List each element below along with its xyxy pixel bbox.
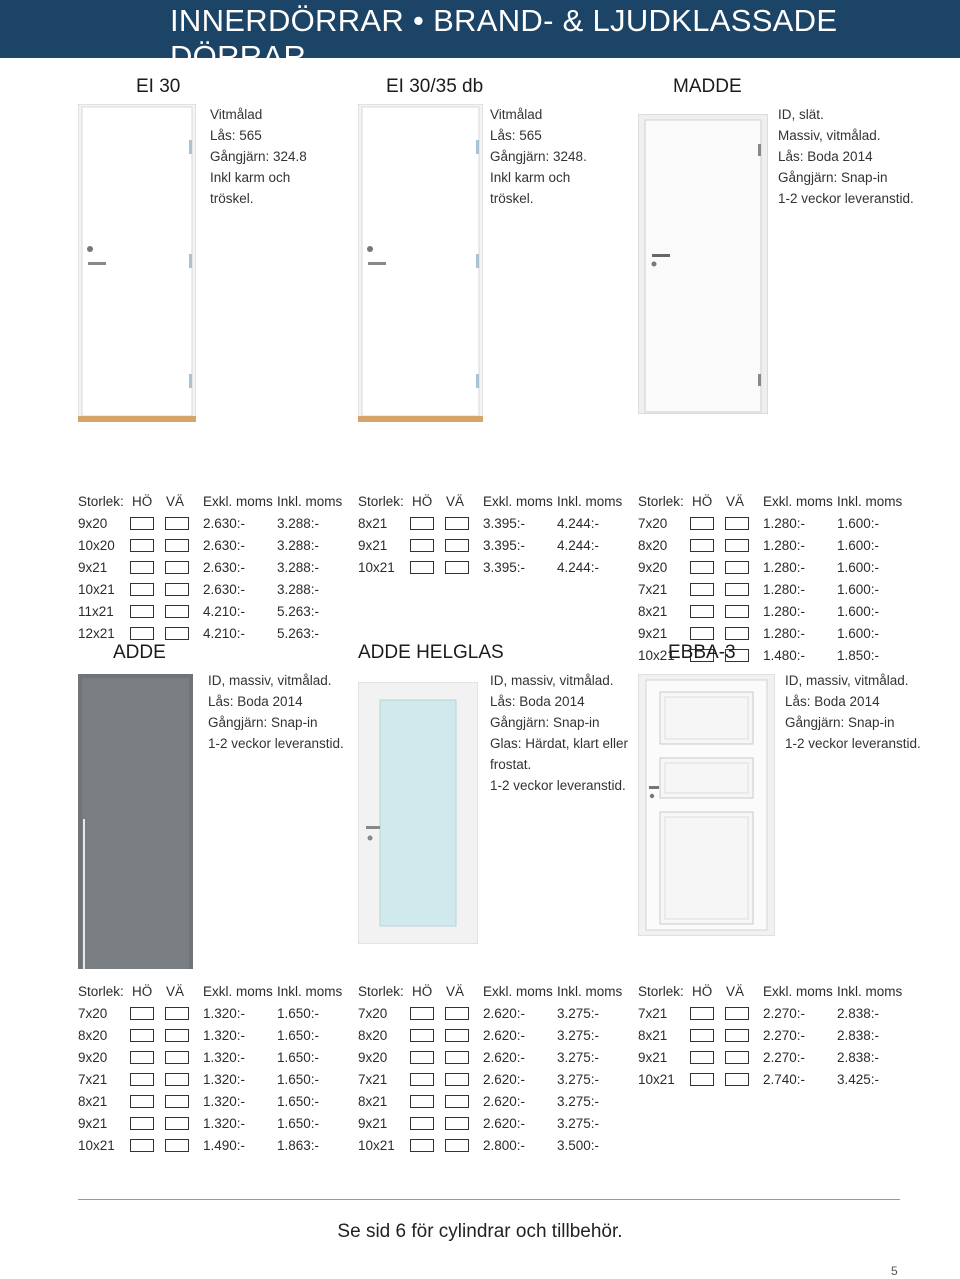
footer-divider [78,1199,900,1200]
col-inkl-moms: Inkl. moms [837,984,903,999]
price-exkl-cell: 2.630:- [203,538,246,553]
hinge-icon [476,254,479,268]
description-line: Lås: Boda 2014 [785,694,880,709]
price-inkl-cell: 4.244:- [557,538,600,553]
page-number: 5 [891,1264,898,1278]
va-checkbox[interactable] [445,561,469,574]
description-line: ID, massiv, vitmålad. [785,673,909,688]
size-cell: 9x21 [78,560,108,575]
size-cell: 12x21 [78,626,115,641]
col-ho: HÖ [692,984,713,999]
price-inkl-cell: 1.600:- [837,516,880,531]
door-image [358,104,483,427]
price-inkl-cell: 1.600:- [837,604,880,619]
product-4 [358,642,628,1182]
handle-icon [88,262,106,265]
size-cell: 10x21 [358,1138,395,1153]
product-title: ADDE [113,642,166,663]
ho-checkbox[interactable] [410,1051,434,1064]
hinge-icon [189,374,192,388]
ho-checkbox[interactable] [130,517,154,530]
va-checkbox[interactable] [725,1029,749,1042]
col-exkl-moms: Exkl. moms [763,494,833,509]
size-cell: 9x21 [78,1116,108,1131]
va-checkbox[interactable] [165,605,189,618]
size-cell: 7x21 [358,1072,388,1087]
door-image [638,674,775,941]
hinge-icon [476,374,479,388]
ho-checkbox[interactable] [690,1073,714,1086]
size-cell: 8x20 [638,538,668,553]
description-line: tröskel. [490,191,534,206]
ho-checkbox[interactable] [410,561,434,574]
price-exkl-cell: 2.740:- [763,1072,806,1087]
price-exkl-cell: 1.280:- [763,604,806,619]
door-raised-panel [660,812,753,924]
description-line: Lås: Boda 2014 [208,694,303,709]
price-exkl-cell: 2.620:- [483,1116,526,1131]
handle-icon [83,819,85,969]
page-banner [0,0,960,74]
va-checkbox[interactable] [165,583,189,596]
price-exkl-cell: 2.630:- [203,560,246,575]
size-cell: 7x20 [78,1006,108,1021]
size-cell: 10x21 [78,1138,115,1153]
size-cell: 11x21 [78,604,114,619]
col-storlek: Storlek: [358,494,404,509]
description-line: ID, slät. [778,107,824,122]
lock-icon [652,262,657,267]
va-checkbox[interactable] [445,1117,469,1130]
ho-checkbox[interactable] [690,583,714,596]
door-raised-panel [660,758,753,798]
ho-checkbox[interactable] [130,539,154,552]
col-inkl-moms: Inkl. moms [837,494,903,509]
size-cell: 7x20 [358,1006,388,1021]
price-exkl-cell: 2.800:- [483,1138,526,1153]
lock-icon [87,246,93,252]
ho-checkbox[interactable] [690,605,714,618]
size-cell: 9x20 [78,516,108,531]
va-checkbox[interactable] [165,1007,189,1020]
product-title: ADDE HELGLAS [358,642,504,663]
price-exkl-cell: 1.280:- [763,560,806,575]
price-inkl-cell: 3.288:- [277,516,320,531]
price-inkl-cell: 4.244:- [557,560,600,575]
ho-checkbox[interactable] [130,1117,154,1130]
door-image [358,682,478,949]
description-line: 1-2 veckor leveranstid. [490,778,626,793]
ho-checkbox[interactable] [690,1007,714,1020]
col-inkl-moms: Inkl. moms [557,494,623,509]
door-image [78,104,196,427]
size-cell: 10x21 [358,560,395,575]
size-cell: 10x21 [638,648,675,663]
price-inkl-cell: 1.650:- [277,1050,320,1065]
va-checkbox[interactable] [445,517,469,530]
va-checkbox[interactable] [165,1051,189,1064]
price-exkl-cell: 1.320:- [203,1050,246,1065]
door-raised-panel [660,692,753,744]
description-line: Gångjärn: 324.8 [210,149,307,164]
size-cell: 7x20 [638,516,668,531]
price-exkl-cell: 2.270:- [763,1006,806,1021]
va-checkbox[interactable] [445,1029,469,1042]
price-exkl-cell: 2.620:- [483,1050,526,1065]
description-line: Lås: Boda 2014 [490,694,585,709]
glass-pane [380,700,456,926]
size-cell: 8x20 [78,1028,108,1043]
col-exkl-moms: Exkl. moms [483,984,553,999]
handle-icon [366,826,380,829]
price-inkl-cell: 3.275:- [557,1116,600,1131]
product-0 [78,76,348,641]
description-line: Gångjärn: Snap-in [208,715,318,730]
product-description [778,104,914,209]
price-exkl-cell: 1.320:- [203,1006,246,1021]
product-description [208,670,344,754]
size-cell: 8x21 [78,1094,108,1109]
description-line: tröskel. [210,191,254,206]
col-exkl-moms: Exkl. moms [483,494,553,509]
col-storlek: Storlek: [638,984,684,999]
size-cell: 8x21 [638,604,668,619]
col-va: VÄ [446,494,465,509]
door-image [78,674,193,974]
price-exkl-cell: 2.620:- [483,1028,526,1043]
ho-checkbox[interactable] [690,1051,714,1064]
va-checkbox[interactable] [725,561,749,574]
price-inkl-cell: 1.650:- [277,1028,320,1043]
col-exkl-moms: Exkl. moms [763,984,833,999]
va-checkbox[interactable] [165,539,189,552]
handle-icon [368,262,386,265]
col-va: VÄ [446,984,465,999]
hinge-icon [189,140,192,154]
va-checkbox[interactable] [725,1007,749,1020]
price-exkl-cell: 1.280:- [763,582,806,597]
col-exkl-moms: Exkl. moms [203,494,273,509]
ho-checkbox[interactable] [410,517,434,530]
col-storlek: Storlek: [78,494,124,509]
col-ho: HÖ [692,494,713,509]
va-checkbox[interactable] [445,1139,469,1152]
col-storlek: Storlek: [638,494,684,509]
size-cell: 9x20 [358,1050,388,1065]
ho-checkbox[interactable] [130,605,154,618]
ho-checkbox[interactable] [690,627,714,640]
col-inkl-moms: Inkl. moms [557,984,623,999]
ho-checkbox[interactable] [690,1029,714,1042]
col-va: VÄ [166,984,185,999]
door-panel [82,678,189,969]
col-ho: HÖ [132,494,153,509]
price-exkl-cell: 2.630:- [203,516,246,531]
price-inkl-cell: 1.650:- [277,1072,320,1087]
description-line: Lås: 565 [490,128,542,143]
hinge-icon [189,254,192,268]
col-va: VÄ [166,494,185,509]
price-inkl-cell: 1.600:- [837,626,880,641]
va-checkbox[interactable] [165,1029,189,1042]
size-cell: 7x21 [638,1006,668,1021]
description-line: 1-2 veckor leveranstid. [208,736,344,751]
description-line: ID, massiv, vitmålad. [208,673,332,688]
price-exkl-cell: 2.620:- [483,1072,526,1087]
price-inkl-cell: 3.275:- [557,1028,600,1043]
price-inkl-cell: 1.650:- [277,1094,320,1109]
price-exkl-cell: 2.270:- [763,1028,806,1043]
hinge-icon [758,374,761,386]
price-inkl-cell: 3.288:- [277,582,320,597]
description-line: Massiv, vitmålad. [778,128,881,143]
size-cell: 9x21 [358,1116,388,1131]
handle-icon [652,254,670,257]
description-line: Gångjärn: 3248. [490,149,587,164]
product-description [490,104,587,209]
size-cell: 7x21 [638,582,668,597]
footer-note: Se sid 6 för cylindrar och tillbehör. [337,1221,623,1242]
ho-checkbox[interactable] [410,1139,434,1152]
price-inkl-cell: 1.863:- [277,1138,320,1153]
price-exkl-cell: 2.620:- [483,1006,526,1021]
price-inkl-cell: 1.650:- [277,1006,320,1021]
ho-checkbox[interactable] [130,1051,154,1064]
price-exkl-cell: 1.480:- [763,648,806,663]
size-cell: 7x21 [78,1072,108,1087]
col-ho: HÖ [412,494,433,509]
price-inkl-cell: 2.838:- [837,1028,880,1043]
price-inkl-cell: 3.275:- [557,1094,600,1109]
size-cell: 10x21 [78,582,115,597]
va-checkbox[interactable] [445,1051,469,1064]
description-line: Gångjärn: Snap-in [490,715,600,730]
size-cell: 8x20 [358,1028,388,1043]
description-line: Lås: Boda 2014 [778,149,873,164]
va-checkbox[interactable] [725,1051,749,1064]
price-exkl-cell: 4.210:- [203,604,246,619]
product-1 [358,76,628,616]
ho-checkbox[interactable] [130,1095,154,1108]
size-cell: 10x20 [78,538,115,553]
ho-checkbox[interactable] [130,583,154,596]
product-3 [78,642,348,1182]
ho-checkbox[interactable] [410,1073,434,1086]
product-title: EI 30/35 db [386,76,484,97]
price-inkl-cell: 5.263:- [277,626,320,641]
price-inkl-cell: 3.500:- [557,1138,600,1153]
price-exkl-cell: 1.490:- [203,1138,246,1153]
ho-checkbox[interactable] [410,1007,434,1020]
ho-checkbox[interactable] [130,1029,154,1042]
va-checkbox[interactable] [725,517,749,530]
price-exkl-cell: 3.395:- [483,516,526,531]
door-threshold [78,416,196,422]
price-inkl-cell: 3.275:- [557,1006,600,1021]
size-cell: 9x21 [638,1050,668,1065]
size-cell: 9x20 [638,560,668,575]
product-5 [638,642,921,1182]
ho-checkbox[interactable] [410,1095,434,1108]
handle-icon [649,786,659,789]
price-exkl-cell: 4.210:- [203,626,246,641]
price-inkl-cell: 2.838:- [837,1050,880,1065]
price-inkl-cell: 3.425:- [837,1072,880,1087]
description-line: Gångjärn: Snap-in [778,170,888,185]
ho-checkbox[interactable] [130,1139,154,1152]
va-checkbox[interactable] [445,1007,469,1020]
description-line: Glas: Härdat, klart eller [490,736,629,751]
description-line: Vitmålad [490,107,543,122]
va-checkbox[interactable] [165,561,189,574]
va-checkbox[interactable] [725,1073,749,1086]
va-checkbox[interactable] [725,627,749,640]
product-title: MADDE [673,76,742,97]
size-cell: 10x21 [638,1072,675,1087]
page-title: INNERDÖRRAR • BRAND- & LJUDKLASSADE DÖRRAR [170,3,838,74]
hinge-icon [758,144,761,156]
door-image [638,114,768,419]
lock-icon [650,794,654,798]
col-ho: HÖ [132,984,153,999]
description-line: ID, massiv, vitmålad. [490,673,614,688]
col-va: VÄ [726,494,745,509]
va-checkbox[interactable] [165,1095,189,1108]
description-line: frostat. [490,757,532,772]
va-checkbox[interactable] [165,627,189,640]
price-exkl-cell: 2.270:- [763,1050,806,1065]
col-inkl-moms: Inkl. moms [277,494,343,509]
price-exkl-cell: 1.320:- [203,1094,246,1109]
price-inkl-cell: 3.288:- [277,538,320,553]
price-inkl-cell: 1.650:- [277,1116,320,1131]
lock-icon [368,836,373,841]
va-checkbox[interactable] [445,1095,469,1108]
size-cell: 9x20 [78,1050,108,1065]
price-exkl-cell: 1.320:- [203,1116,246,1131]
col-storlek: Storlek: [358,984,404,999]
door-threshold [358,416,483,422]
door-leaf [82,107,192,416]
va-checkbox[interactable] [725,583,749,596]
size-cell: 9x21 [638,626,668,641]
col-storlek: Storlek: [78,984,124,999]
price-exkl-cell: 1.320:- [203,1028,246,1043]
price-inkl-cell: 1.600:- [837,582,880,597]
description-line: Lås: 565 [210,128,262,143]
ho-checkbox[interactable] [690,561,714,574]
size-cell: 9x21 [358,538,388,553]
description-line: Vitmålad [210,107,263,122]
va-checkbox[interactable] [445,1073,469,1086]
ho-checkbox[interactable] [410,1117,434,1130]
price-inkl-cell: 1.600:- [837,560,880,575]
description-line: 1-2 veckor leveranstid. [785,736,921,751]
ho-checkbox[interactable] [410,539,434,552]
price-exkl-cell: 1.280:- [763,538,806,553]
description-line: Inkl karm och [210,170,291,185]
ho-checkbox[interactable] [690,539,714,552]
size-cell: 8x21 [358,516,388,531]
price-inkl-cell: 1.850:- [837,648,880,663]
ho-checkbox[interactable] [130,561,154,574]
door-leaf [645,120,761,412]
col-ho: HÖ [412,984,433,999]
va-checkbox[interactable] [165,517,189,530]
va-checkbox[interactable] [725,605,749,618]
price-inkl-cell: 3.288:- [277,560,320,575]
price-inkl-cell: 5.263:- [277,604,320,619]
va-checkbox[interactable] [165,1073,189,1086]
description-line: 1-2 veckor leveranstid. [778,191,914,206]
price-exkl-cell: 3.395:- [483,560,526,575]
price-exkl-cell: 1.280:- [763,626,806,641]
price-inkl-cell: 2.838:- [837,1006,880,1021]
product-description [490,670,628,796]
price-exkl-cell: 2.630:- [203,582,246,597]
price-inkl-cell: 4.244:- [557,516,600,531]
price-exkl-cell: 1.280:- [763,516,806,531]
product-description [785,670,921,754]
col-exkl-moms: Exkl. moms [203,984,273,999]
ho-checkbox[interactable] [130,627,154,640]
ho-checkbox[interactable] [690,517,714,530]
ho-checkbox[interactable] [410,1029,434,1042]
door-leaf [362,107,479,416]
ho-checkbox[interactable] [130,1007,154,1020]
price-exkl-cell: 1.320:- [203,1072,246,1087]
va-checkbox[interactable] [725,539,749,552]
product-description [210,104,307,209]
col-va: VÄ [726,984,745,999]
price-exkl-cell: 3.395:- [483,538,526,553]
price-inkl-cell: 1.600:- [837,538,880,553]
product-title: EI 30 [136,76,181,97]
price-inkl-cell: 3.275:- [557,1050,600,1065]
va-checkbox[interactable] [165,1139,189,1152]
col-inkl-moms: Inkl. moms [277,984,343,999]
description-line: Inkl karm och [490,170,571,185]
size-cell: 8x21 [358,1094,388,1109]
ho-checkbox[interactable] [130,1073,154,1086]
lock-icon [367,246,373,252]
product-title: EBBA-3 [668,642,736,663]
description-line: Gångjärn: Snap-in [785,715,895,730]
va-checkbox[interactable] [445,539,469,552]
price-inkl-cell: 3.275:- [557,1072,600,1087]
price-exkl-cell: 2.620:- [483,1094,526,1109]
size-cell: 8x21 [638,1028,668,1043]
hinge-icon [476,140,479,154]
va-checkbox[interactable] [165,1117,189,1130]
